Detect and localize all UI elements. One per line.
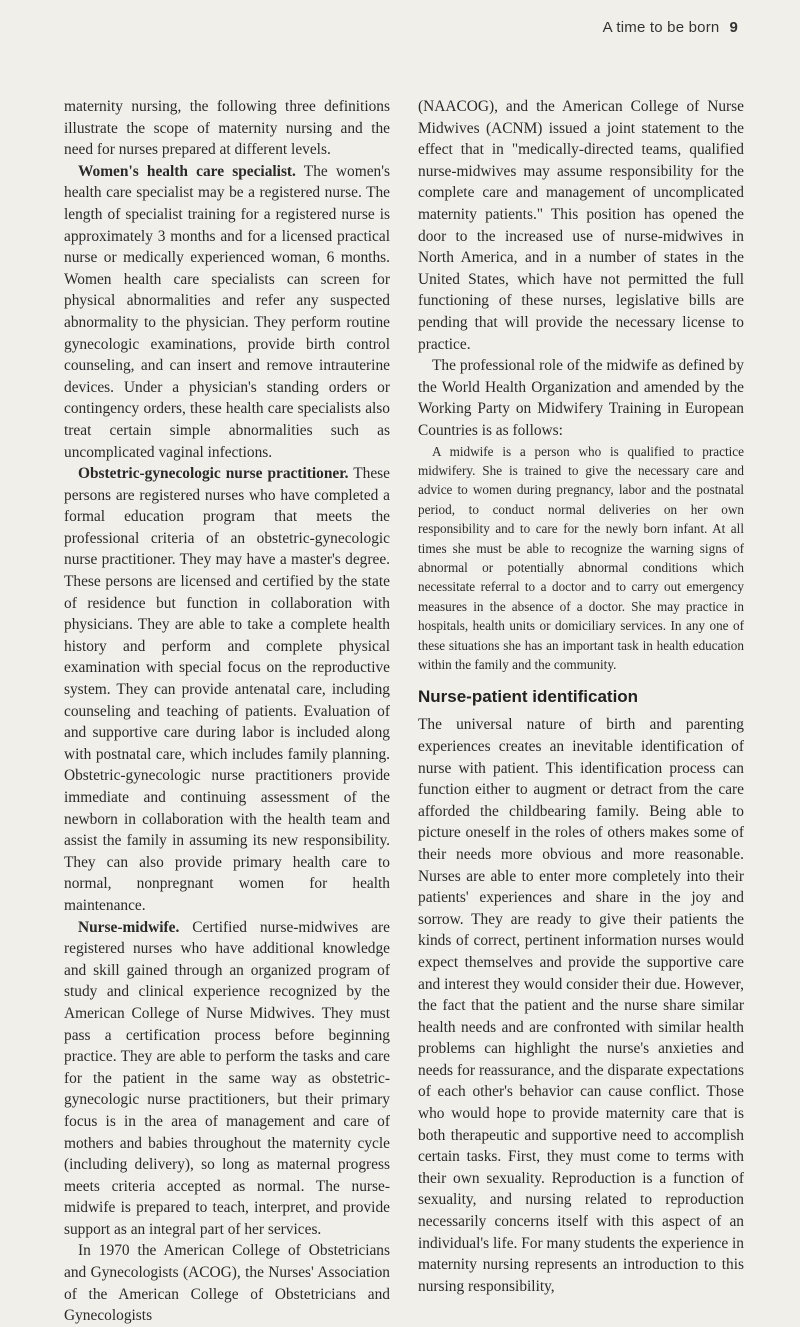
identification-paragraph: The universal nature of birth and parenting experiences creates an inevitable identification of nurse with patient. This identification process can function either to augment or detract from the care afforded the childbearing family. Being able to picture oneself in the roles of others makes some of their needs more obvious and more reasonable. Nurses are able to enter more completely into their patients' experiences and share in the joy and sorrow. They are ready to give their patients the kinds of correct, pertinent information nurses would expect themselves and provide the supportive care and interest they would consider their due. However, the fact that the patient and the nurse share similar health needs and are confronted with similar health problems can highlight the nurse's anxieties and needs for reassurance, and the disparate expectations of each other's behavior can cause conflict. Those who would hope to provide maternity care that is both therapeutic and supportive need to accomplish certain tasks. First, they must come to terms with their own sexuality. Reproduction is a function of sexuality, and nursing related to reproduction necessarily concerns itself with this aspect of an individual's life. For many students the experience in maternity nursing represents an introduction to this nursing responsibility, [418,716,744,1295]
running-title: A time to be born [602,19,720,36]
continued-paragraph: (NAACOG), and the American College of Nurse Midwives (ACNM) issued a joint statement to the effect that in "medically-directed teams, qualified nurse-midwives may assume responsibility for the complete care and management of uncomplicated maternity patients." This position has opened the door to the increased use of nurse-midwives in North America, and in a number of states in the United States, which have not permitted the full functioning of these nurses, legislative bills are pending that will provide the necessary license to practice. [418,98,744,353]
whcs-paragraph [64,161,390,463]
page-number: 9 [729,19,738,36]
ognp-paragraph [64,463,390,916]
whcs-text: The women's health care specialist may be a registered nurse. The length of specialist training for a registered nurse is approximately 3 months and for a licensed practical nurse or medically experienced woman, 6 months. Women health care specialists can screen for physical abnormalities and refer any suspected abnormality to the physician. They perform routine gynecologic examinations, provide birth control counseling, and can insert and remove intrauterine devices. Under a physician's standing orders or contingency orders, these health care specialists also treat certain simple abnormalities such as uncomplicated vaginal infections. [64,162,390,461]
midwife-definition-quote: A midwife is a person who is qualified to practice midwifery. She is trained to give the necessary care and advice to women during pregnancy, labor and the postnatal period, to conduct normal deliveries on her own responsibility and to care for the newly born infant. At all times she must be able to recognize the warning signs of abnormal or potentially abnormal conditions which necessitate referral to a doctor and to carry out emergency measures in the absence of a doctor. She may practice in hospitals, health units or domiciliary services. In any one of these situations she has an important task in health education within the family and the community. [418,443,744,672]
nm-paragraph [64,917,390,1241]
nm-run-in-heading: Nurse-midwife. [78,918,180,936]
section-heading: Nurse-patient identification [418,687,639,707]
acog-paragraph: In 1970 the American College of Obstetricians and Gynecologists (ACOG), the Nurses' Association of the American College of Obstetricians and Gynecologists [64,1242,390,1325]
right-column [418,96,744,1297]
who-paragraph: The professional role of the midwife as defined by the World Health Organization and amended by the Working Party on Midwifery Training in European Countries is as follows: [418,357,744,439]
running-head [603,19,738,36]
left-column [64,96,390,1327]
whcs-run-in-heading: Women's health care specialist. [78,162,296,180]
nm-text: Certified nurse-midwives are registered nurses who have additional knowledge and skill gained through an organized program of study and clinical experience recognized by the American College of Nurse Midwives. They must pass a certification process before beginning practice. They are able to perform the tasks and care for the patient in the same way as obstetric-gynecologic nurse practitioners, but their primary focus is in the area of management and care of mothers and babies throughout the maternity cycle (including delivery), so long as maternal progress meets criteria accepted as normal. The nurse-midwife is prepared to teach, interpret, and provide support as an integral part of her services. [64,918,390,1238]
ognp-run-in-heading: Obstetric-gynecologic nurse practitioner. [78,465,349,483]
ognp-text: These persons are registered nurses who have completed a formal education program that meets the professional criteria of an obstetric-gynecologic nurse practitioner. They may have a master's degree. These persons are licensed and certified by the state of residence but function in collaboration with physicians. They are able to take a complete health history and perform and complete physical examination with special focus on the reproductive system. They can provide antenatal care, including counseling and teaching of patients. Evaluation of and supportive care during labor is included along with postnatal care, which includes family planning. Obstetric-gynecologic nurse practitioners provide immediate and continuing assessment of the newborn in collaboration with the health team and assist the family in assuming its new responsibility. They can also provide primary health care to normal, nonpregnant women for health maintenance. [64,465,390,914]
intro-paragraph: maternity nursing, the following three definitions illustrate the scope of maternity nursing and the need for nurses prepared at different levels. [64,98,390,159]
